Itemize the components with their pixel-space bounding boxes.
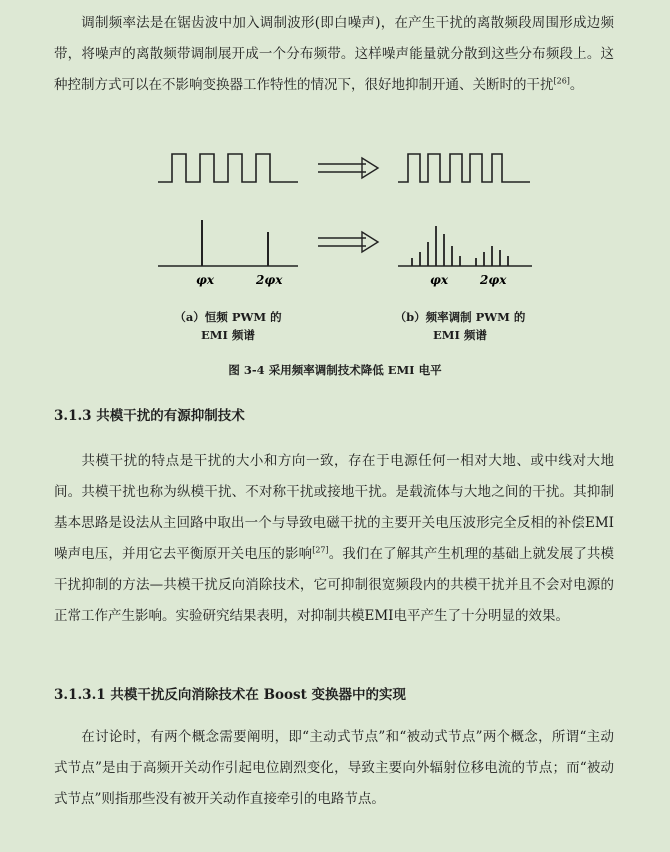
reference-mark: [27] [312, 545, 329, 555]
paragraph-active-passive-nodes [54, 722, 614, 815]
subfigure-label-b [375, 308, 545, 344]
modulated-pwm-waveform [398, 154, 530, 182]
emi-spectrum-figure [140, 140, 560, 340]
right-spectral-lines [412, 226, 508, 266]
section-heading-3-1-3-1: 3.1.3.1 共模干扰反向消除技术在 Boost 变换器中的实现 [54, 687, 407, 703]
paragraph-text: 调制频率法是在锯齿波中加入调制波形(即白噪声)，在产生干扰的离散频段周围形成边频带，将噪声的离散频带调制展开成一个分布频带。这样噪声能量就分散到这些分布频段上。这种控制方式可以在不影响变换器工作特性的情况下，很好地抑制开通、关断时的干扰 [54, 15, 614, 93]
section-heading-3-1-3: 3.1.3 共模干扰的有源抑制技术 [54, 408, 245, 424]
label-a-line2: EMI 频谱 [201, 328, 255, 342]
tick-label-left-1: φx [196, 273, 215, 287]
tick-label-right-2: 2φx [480, 273, 507, 287]
constant-pwm-waveform [158, 154, 298, 182]
paragraph-frequency-modulation [54, 8, 614, 101]
subfigure-label-a [143, 308, 313, 344]
paragraph-text-cont: 。我们在了解其产生机理的基础上就发展了共模干扰抑制的方法—共模干扰反向消除技术，它可抑制很宽频段内的共模干扰并且不会对电源的正常工作产生影响。实验研究结果表明，对抑制共模EMI电平产生了十分明显的效果。 [54, 546, 615, 624]
paragraph-common-mode [54, 446, 614, 632]
reference-mark: [26] [553, 76, 570, 86]
tick-label-right-1: φx [430, 273, 449, 287]
label-a-line1: （a）恒频 PWM 的 [174, 310, 282, 324]
label-b-line2: EMI 频谱 [433, 328, 487, 342]
arrow-icon [318, 158, 378, 178]
paragraph-text: 共模干扰的特点是干扰的大小和方向一致，存在于电源任何一相对大地、或中线对大地间。共模干扰也称为纵模干扰、不对称干扰或接地干扰。是载流体与大地之间的干扰。其抑制基本思路是设法从主回路中取出一个与导致电磁干扰的主要开关电压波形完全反相的补偿EMI噪声电压，并用它去平衡原开关电压的影响 [54, 453, 614, 562]
paragraph-text: 在讨论时，有两个概念需要阐明，即“主动式节点”和“被动式节点”两个概念，所谓“主动式节点”是由于高频开关动作引起电位剧烈变化，导致主要向外辐射位移电流的节点；而“被动式节点”则指那些没有被开关动作直接牵引的电路节点。 [54, 729, 614, 807]
figure-caption: 图 3-4 采用频率调制技术降低 EMI 电平 [228, 363, 442, 377]
label-b-line1: （b）频率调制 PWM 的 [394, 310, 526, 324]
paragraph-end: 。 [569, 77, 584, 93]
arrow-icon [318, 232, 378, 252]
tick-label-left-2: 2φx [256, 273, 283, 287]
